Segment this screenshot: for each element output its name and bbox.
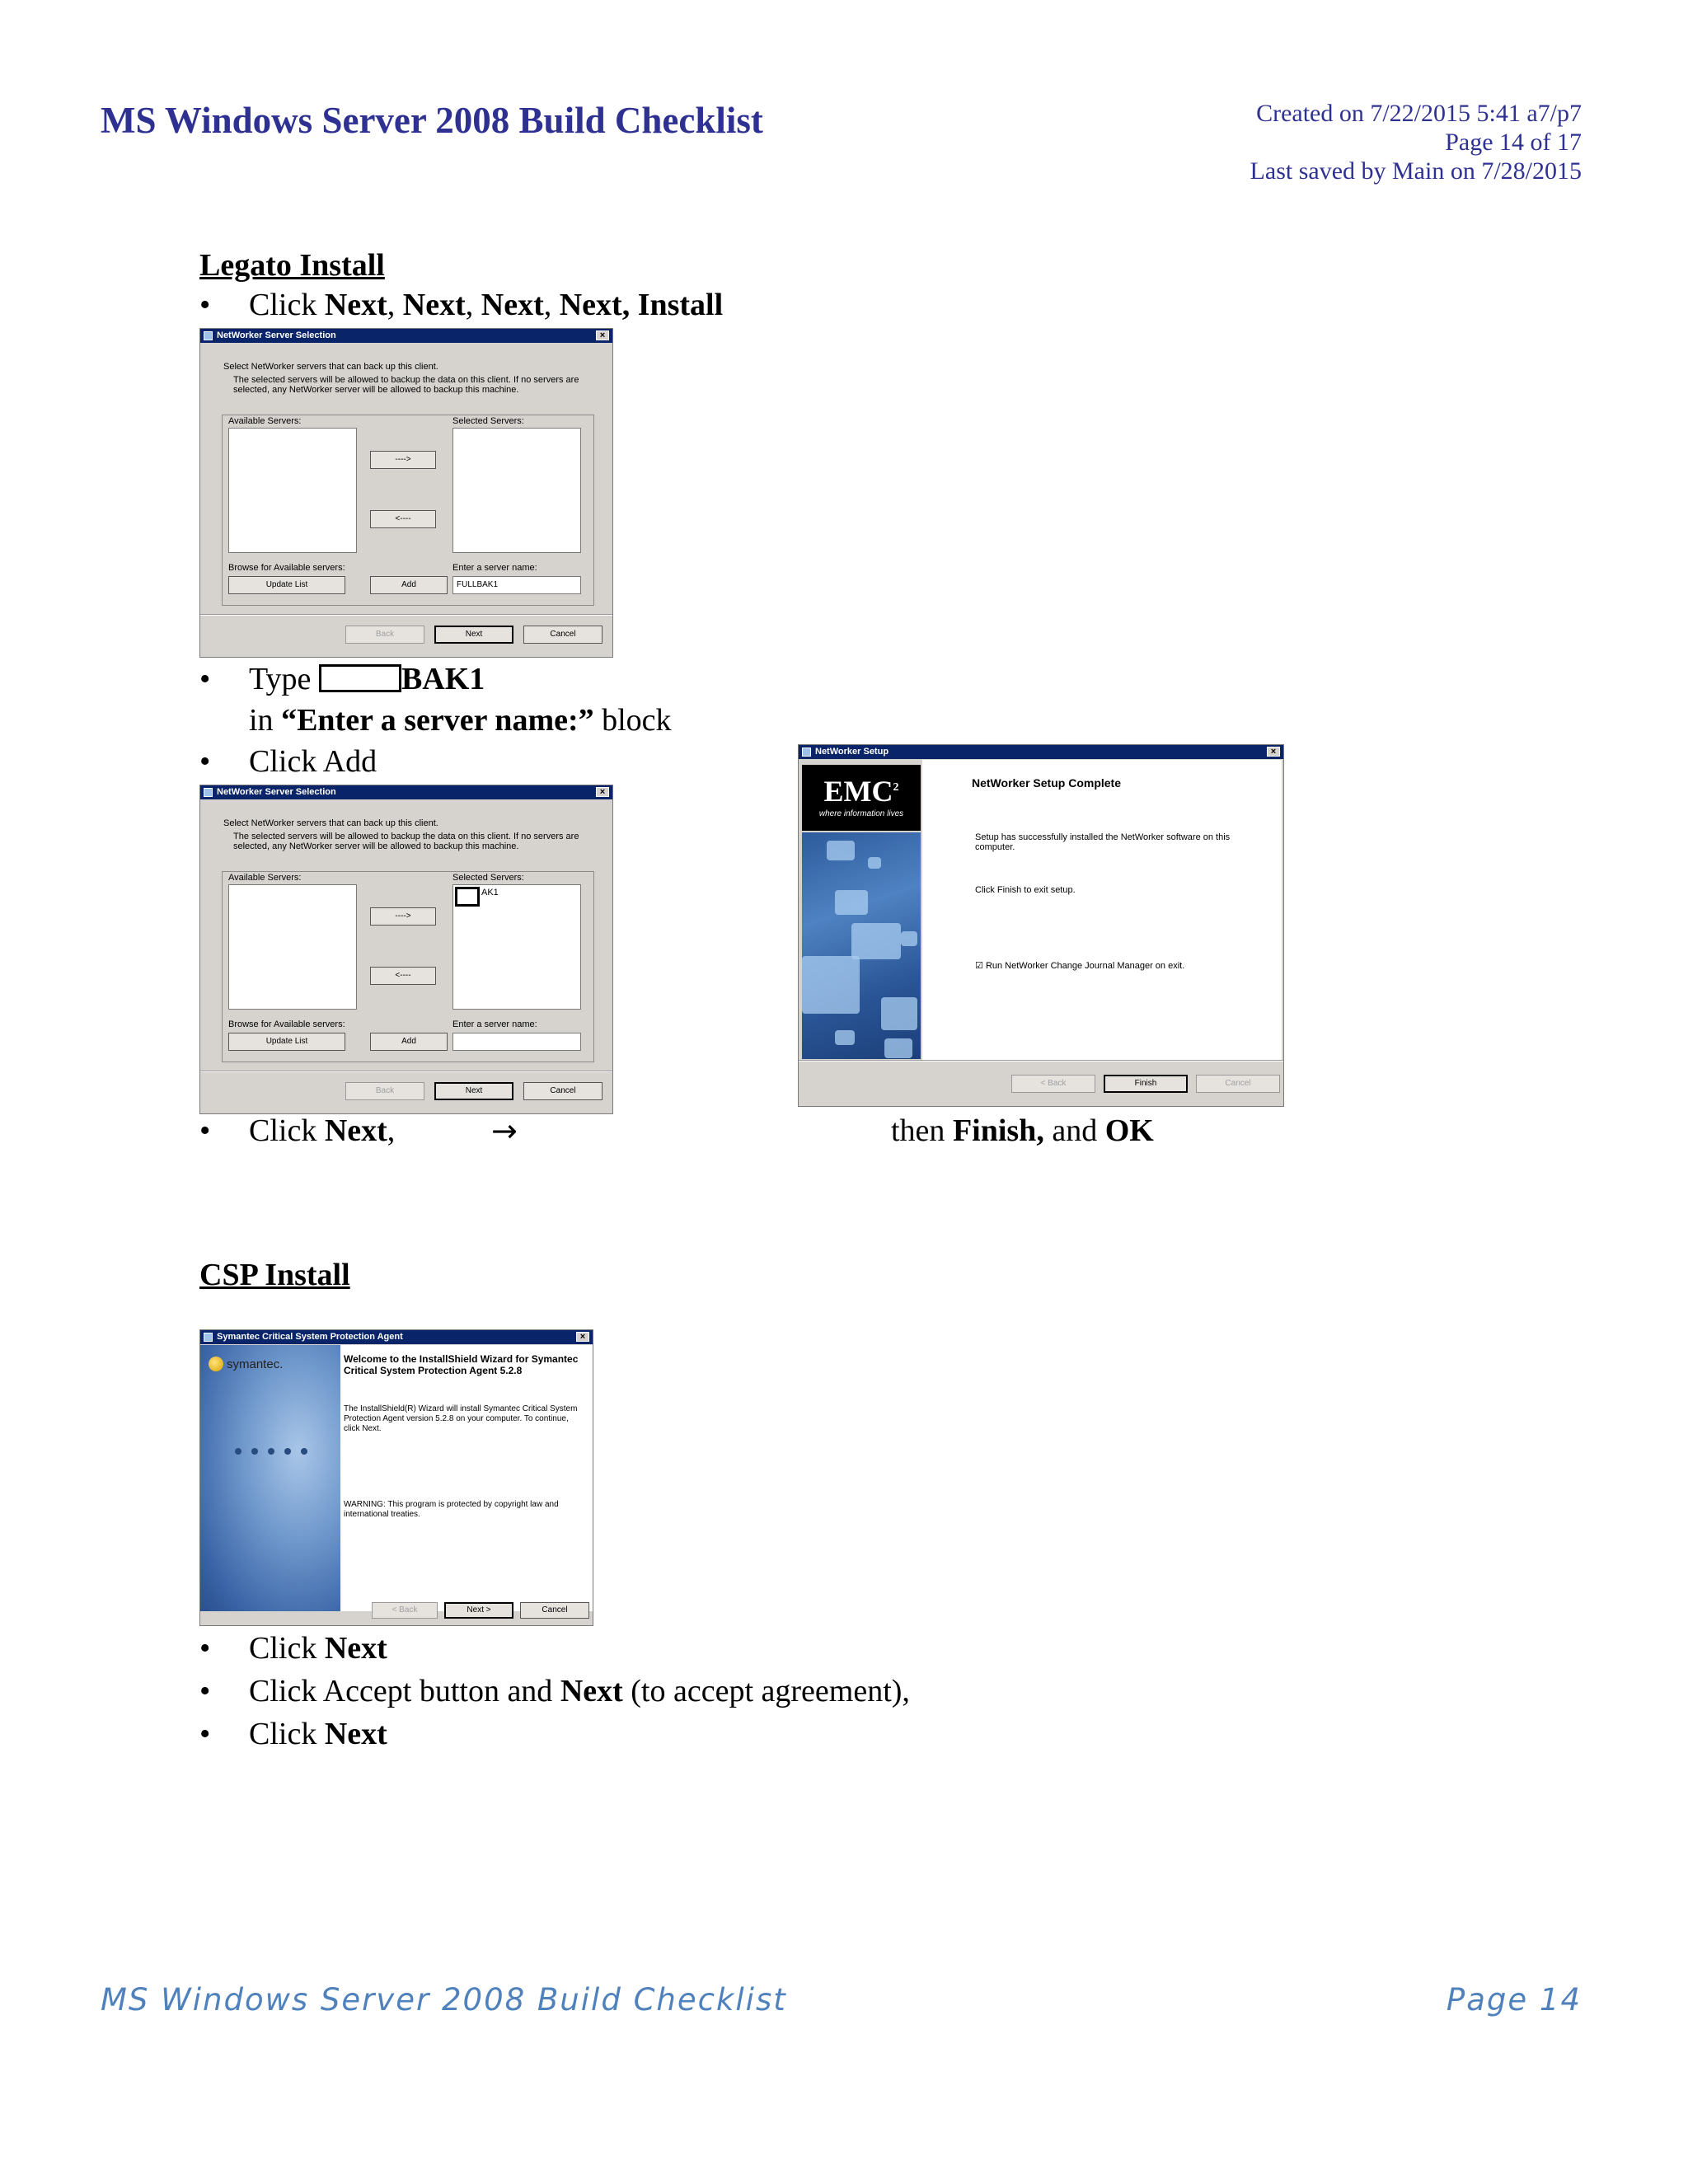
bullet-dot: • bbox=[199, 662, 211, 696]
welcome-heading: Welcome to the InstallShield Wizard for Symantec Critical System Protection Agent 5.2.8 bbox=[344, 1353, 579, 1376]
next-button[interactable]: Next > bbox=[444, 1602, 513, 1619]
setup-heading: NetWorker Setup Complete bbox=[972, 776, 1121, 790]
available-servers-list[interactable] bbox=[228, 428, 357, 553]
bullet-dot: • bbox=[199, 1717, 211, 1751]
journal-manager-checkbox[interactable]: ☑ Run NetWorker Change Journal Manager on exit. bbox=[975, 961, 1185, 971]
csp-step-2: • Click Accept button and Next (to accept agreement), bbox=[199, 1674, 910, 1708]
legato-step-4-cont: then Finish, and OK bbox=[891, 1113, 1154, 1148]
redaction-box bbox=[319, 664, 401, 692]
checkbox-checked-icon[interactable]: ☑ bbox=[975, 961, 983, 971]
bullet-dot: • bbox=[199, 1113, 211, 1148]
setup-instruction: Click Finish to exit setup. bbox=[975, 885, 1076, 895]
redaction-box bbox=[455, 887, 480, 907]
emc-logo: EMC$^2$ where information lives bbox=[802, 765, 921, 831]
back-button[interactable]: < Back bbox=[1011, 1075, 1095, 1093]
dialog-titlebar: NetWorker Server Selection × bbox=[200, 785, 612, 799]
dialog-titlebar: NetWorker Setup × bbox=[799, 745, 1283, 759]
close-icon[interactable]: × bbox=[596, 330, 609, 340]
cancel-button[interactable]: Cancel bbox=[1196, 1075, 1280, 1093]
divider bbox=[200, 1071, 612, 1072]
created-date: Created on 7/22/2015 5:41 a7/p7 bbox=[1256, 100, 1582, 127]
selected-servers-list[interactable] bbox=[452, 428, 581, 553]
server-name-input[interactable] bbox=[452, 1033, 581, 1051]
csp-step-1: • Click Next bbox=[199, 1631, 387, 1666]
available-servers-list[interactable] bbox=[228, 884, 357, 1010]
cancel-button[interactable]: Cancel bbox=[523, 626, 603, 644]
symantec-logo: symantec. bbox=[209, 1357, 283, 1371]
back-button[interactable]: < Back bbox=[372, 1602, 438, 1619]
back-button[interactable]: Back bbox=[345, 626, 424, 644]
back-button[interactable]: Back bbox=[345, 1082, 424, 1100]
legato-heading: Legato Install bbox=[199, 248, 385, 283]
dialog-titlebar: Symantec Critical System Protection Agent × bbox=[200, 1330, 593, 1344]
setup-message: Setup has successfully installed the NetWorker software on this computer. bbox=[975, 832, 1231, 852]
networker-setup-dialog bbox=[798, 744, 1284, 1107]
installer-content-panel bbox=[340, 1345, 593, 1611]
bullet-dot: • bbox=[199, 744, 211, 779]
legato-step-2: • Type BAK1 bbox=[199, 662, 485, 696]
add-server-arrow-button[interactable]: ----> bbox=[370, 451, 436, 469]
right-arrow-icon: → bbox=[491, 1113, 518, 1149]
close-icon[interactable]: × bbox=[1267, 747, 1280, 757]
header-meta bbox=[1250, 99, 1582, 185]
next-button[interactable]: Next bbox=[434, 1082, 513, 1100]
document-title: MS Windows Server 2008 Build Checklist bbox=[101, 100, 763, 141]
divider bbox=[799, 1060, 1283, 1062]
cancel-button[interactable]: Cancel bbox=[520, 1602, 589, 1619]
legato-step-4: • Click Next, bbox=[199, 1113, 396, 1148]
symantec-installer-dialog bbox=[199, 1329, 593, 1626]
app-icon bbox=[204, 331, 213, 340]
installer-side-banner bbox=[200, 1345, 340, 1611]
bullet-dot: • bbox=[199, 1674, 211, 1708]
legato-step-3: • Click Add bbox=[199, 744, 377, 779]
setup-side-banner bbox=[802, 832, 921, 1059]
remove-server-arrow-button[interactable]: <---- bbox=[370, 967, 436, 985]
dialog-titlebar: NetWorker Server Selection × bbox=[200, 329, 612, 343]
copyright-warning: WARNING: This program is protected by copyright law and international treaties. bbox=[344, 1500, 559, 1519]
footer-page-number: Page 14 bbox=[1446, 1982, 1582, 2018]
finish-button[interactable]: Finish bbox=[1104, 1075, 1188, 1093]
setup-content-panel bbox=[922, 760, 1282, 1060]
progress-dots bbox=[235, 1444, 317, 1459]
app-icon bbox=[204, 788, 213, 797]
csp-step-3: • Click Next bbox=[199, 1717, 387, 1751]
add-button[interactable]: Add bbox=[370, 1033, 448, 1051]
server-name-input[interactable]: FULLBAK1 bbox=[452, 576, 581, 594]
app-icon bbox=[802, 748, 811, 757]
update-list-button[interactable]: Update List bbox=[228, 576, 345, 594]
divider bbox=[200, 614, 612, 616]
symantec-logo-icon bbox=[209, 1357, 223, 1371]
last-saved: Last saved by Main on 7/28/2015 bbox=[1250, 157, 1582, 185]
bullet-dot: • bbox=[199, 1631, 211, 1666]
close-icon[interactable]: × bbox=[596, 787, 609, 797]
csp-heading: CSP Install bbox=[199, 1258, 350, 1292]
legato-step-2-cont: in “Enter a server name:” block bbox=[249, 703, 672, 738]
update-list-button[interactable]: Update List bbox=[228, 1033, 345, 1051]
networker-server-selection-dialog-2: NetWorker Server Selection × Select NetWorker servers that can back up this client. The selected servers will be allowed to backup the data on this client. If no servers are selected, any NetWorker server will be allowed to backup this machine. Available Servers: Selected Servers: AK1 ----> <---- Browse for Available servers: Enter a server name: Update List Add Back Next Cancel bbox=[199, 785, 613, 1114]
add-button[interactable]: Add bbox=[370, 576, 448, 594]
app-icon bbox=[204, 1333, 213, 1342]
networker-server-selection-dialog: NetWorker Server Selection × Select NetWorker servers that can back up this client. The selected servers will be allowed to backup the data on this client. If no servers are selected, any NetWorker server will be allowed to backup this machine. Available Servers: Selected Servers: ----> <---- Browse for Available servers: Enter a server name: Update List Add FULLBAK1 Back Next Cancel bbox=[199, 328, 613, 658]
add-server-arrow-button[interactable]: ----> bbox=[370, 907, 436, 926]
next-button[interactable]: Next bbox=[434, 626, 513, 644]
selected-server-item[interactable]: AK1 bbox=[481, 888, 499, 898]
remove-server-arrow-button[interactable]: <---- bbox=[370, 510, 436, 528]
cancel-button[interactable]: Cancel bbox=[523, 1082, 603, 1100]
footer-title: MS Windows Server 2008 Build Checklist bbox=[101, 1982, 787, 2018]
bullet-dot: • bbox=[199, 288, 211, 322]
page-count: Page 14 of 17 bbox=[1445, 129, 1582, 156]
welcome-body: The InstallShield(R) Wizard will install Symantec Critical System Protection Agent version 5.2.8 on your computer. To continue, click Next. bbox=[344, 1404, 578, 1433]
selected-servers-list[interactable] bbox=[452, 884, 581, 1010]
close-icon[interactable]: × bbox=[576, 1332, 589, 1342]
legato-step-1: • Click Next, Next, Next, Next, Install bbox=[199, 288, 724, 322]
